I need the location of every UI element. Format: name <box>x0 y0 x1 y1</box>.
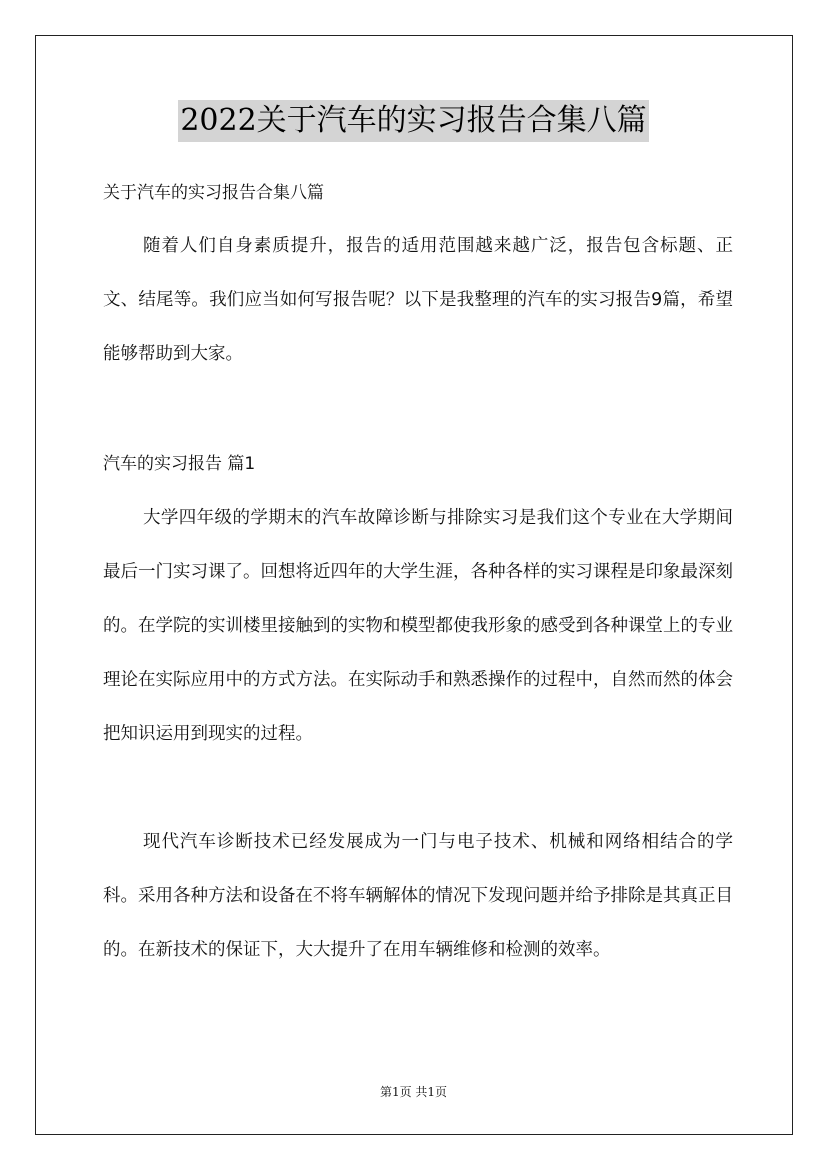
document-subtitle: 关于汽车的实习报告合集八篇 <box>103 183 324 203</box>
intro-paragraph: 随着人们自身素质提升，报告的适用范围越来越广泛，报告包含标题、正文、结尾等。我们应当如何写报告呢？以下是我整理的汽车的实习报告9篇，希望能够帮助到大家。 <box>103 236 733 364</box>
section-heading: 汽车的实习报告 篇1 <box>103 454 256 474</box>
document-title: 2022关于汽车的实习报告合集八篇 <box>178 100 648 142</box>
title-container <box>0 100 827 142</box>
body-paragraph-2: 现代汽车诊断技术已经发展成为一门与电子技术、机械和网络相结合的学科。采用各种方法和设备在不将车辆解体的情况下发现问题并给予排除是其真正目的。在新技术的保证下，大大提升了在用车辆维修和检测的效率。 <box>103 832 733 960</box>
page-footer: 第1页 共1页 <box>379 1085 448 1099</box>
body-paragraph-1: 大学四年级的学期末的汽车故障诊断与排除实习是我们这个专业在大学期间最后一门实习课了。回想将近四年的大学生涯，各种各样的实习课程是印象最深刻的。在学院的实训楼里接触到的实物和模型都使我形象的感受到各种课堂上的专业理论在实际应用中的方式方法。在实际动手和熟悉操作的过程中，自然而然的体会把知识运用到现实的过程。 <box>103 508 733 744</box>
